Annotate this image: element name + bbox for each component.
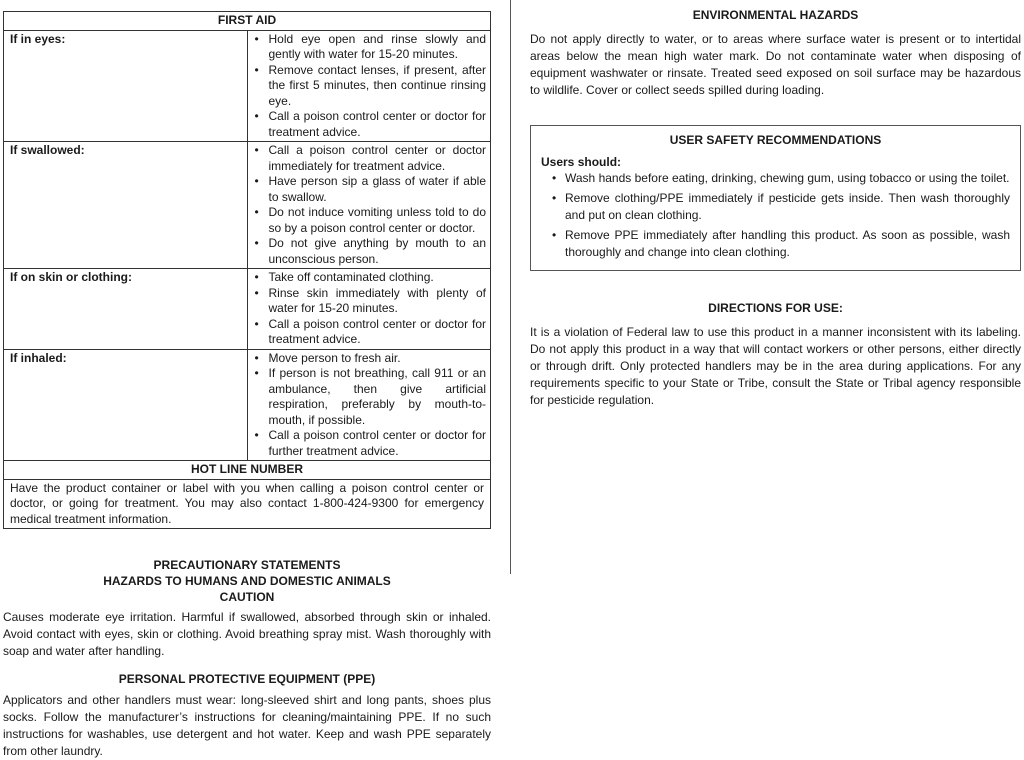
user-safety-box <box>530 125 1021 271</box>
first-aid-row-swallowed <box>4 142 491 269</box>
first-aid-label: If in eyes: <box>4 30 248 142</box>
first-aid-item: • Rinse skin immediately with plenty of water for 15-20 minutes. <box>254 286 487 317</box>
hotline-title: HOT LINE NUMBER <box>4 461 491 480</box>
user-safety-item: • Wash hands before eating, drinking, chewing gum, using tobacco or using the toilet. <box>541 170 1010 187</box>
first-aid-table <box>3 11 491 529</box>
first-aid-title: FIRST AID <box>4 12 491 31</box>
first-aid-label: If inhaled: <box>4 349 248 461</box>
column-divider <box>510 0 511 574</box>
first-aid-row-inhaled <box>4 349 491 461</box>
left-column <box>3 11 491 760</box>
hazards-subtitle: HAZARDS TO HUMANS AND DOMESTIC ANIMALS <box>103 574 391 588</box>
environmental-text: Do not apply directly to water, or to areas where surface water is present or to intertidal areas below the mean high water mark. Do not contaminate water when disposing of equipment washwater or rinsate. Treated seed exposed on soil surface may be hazardous to wildlife. Cover or collect seeds spilled during loading. <box>530 32 1021 97</box>
environmental-title: ENVIRONMENTAL HAZARDS <box>692 8 859 22</box>
first-aid-item: • Remove contact lenses, if present, after the first 5 minutes, then continue rinsing eye. <box>254 63 487 110</box>
user-safety-title: USER SAFETY RECOMMENDATIONS <box>669 133 882 147</box>
first-aid-item: • Hold eye open and rinse slowly and gently with water for 15-20 minutes. <box>254 32 487 63</box>
user-safety-intro: Users should: <box>541 155 622 169</box>
first-aid-label: If swallowed: <box>4 142 248 269</box>
first-aid-row-skin <box>4 269 491 350</box>
directions-text: It is a violation of Federal law to use this product in a manner inconsistent with its labeling. Do not apply this product in a way that will contact workers or other persons, either directly or through drift. Only protected handlers may be in the area during applications. For any requirements specific to your State or Tribe, consult the State or Tribal agency responsible for pesticide regulation. <box>530 325 1021 407</box>
ppe-title: PERSONAL PROTECTIVE EQUIPMENT (PPE) <box>118 672 376 686</box>
first-aid-item: • Do not give anything by mouth to an unconscious person. <box>254 236 487 267</box>
precautionary-title: PRECAUTIONARY STATEMENTS <box>153 558 341 572</box>
first-aid-label: If on skin or clothing: <box>4 269 248 350</box>
first-aid-row-eyes <box>4 30 491 142</box>
first-aid-item: • If person is not breathing, call 911 or an ambulance, then give artificial respiration, preferably by mouth-to-mouth, if possible. <box>254 366 487 428</box>
first-aid-item: • Call a poison control center or doctor for treatment advice. <box>254 109 487 140</box>
first-aid-item: • Do not induce vomiting unless told to do so by a poison control center or doctor. <box>254 205 487 236</box>
first-aid-item: • Call a poison control center or doctor immediately for treatment advice. <box>254 143 487 174</box>
precautionary-section <box>3 557 491 660</box>
ppe-text: Applicators and other handlers must wear: long-sleeved shirt and long pants, shoes plus socks. Follow the manufacturer’s instructions for cleaning/maintaining PPE. If no such instructions for washables, use detergent and hot water. Keep and wash PPE separately from other laundry. <box>3 693 491 758</box>
first-aid-item: • Call a poison control center or doctor for treatment advice. <box>254 317 487 348</box>
user-safety-item: • Remove PPE immediately after handling this product. As soon as possible, wash thoroughly and change into clean clothing. <box>541 227 1010 261</box>
signal-word: CAUTION <box>219 590 275 604</box>
directions-title: DIRECTIONS FOR USE: <box>708 301 843 315</box>
first-aid-item: • Call a poison control center or doctor for further treatment advice. <box>254 428 487 459</box>
precautionary-text: Causes moderate eye irritation. Harmful if swallowed, absorbed through skin or inhaled. Avoid contact with eyes, skin or clothing. Avoid breathing spray mist. Wash thoroughly with soap and water after handling. <box>3 610 491 658</box>
right-column <box>530 6 1021 409</box>
first-aid-item: • Have person sip a glass of water if able to swallow. <box>254 174 487 205</box>
first-aid-item: • Move person to fresh air. <box>254 351 487 367</box>
first-aid-item: • Take off contaminated clothing. <box>254 270 487 286</box>
hotline-text: Have the product container or label with you when calling a poison control center or doctor, or going for treatment. You may also contact 1-800-424-9300 for emergency medical treatment information. <box>4 479 491 529</box>
user-safety-item: • Remove clothing/PPE immediately if pesticide gets inside. Then wash thoroughly and put on clean clothing. <box>541 190 1010 224</box>
